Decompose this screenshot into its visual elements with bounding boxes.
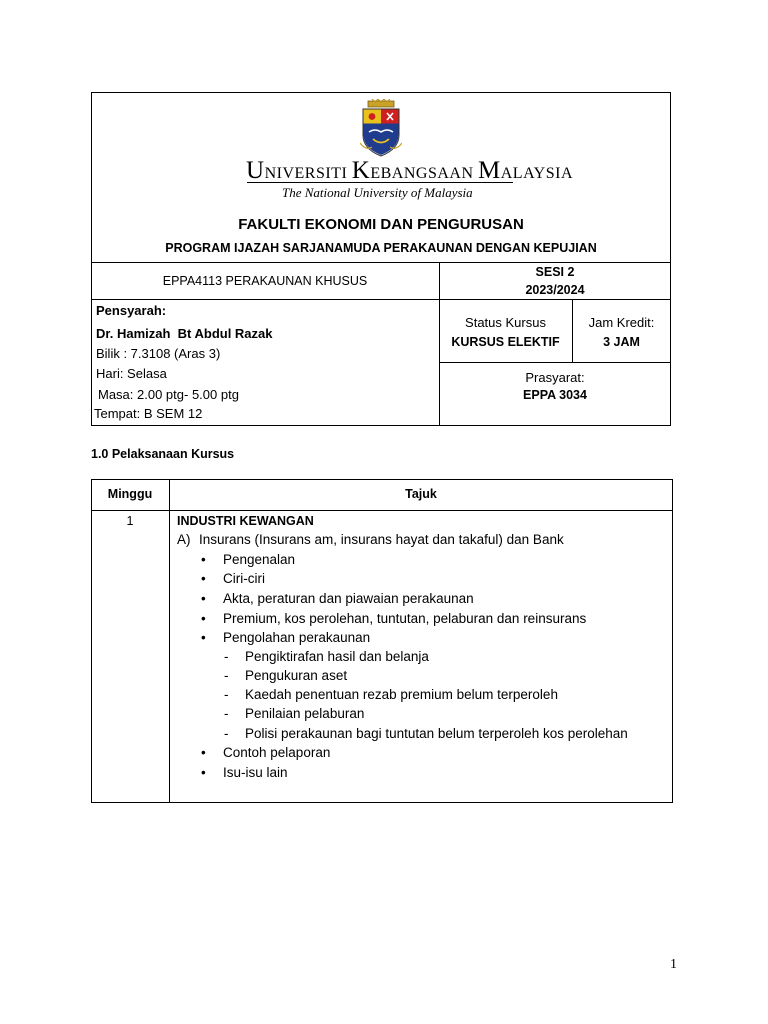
bullet-dot: • — [201, 552, 206, 567]
sub-list-item: Pengukuran aset — [245, 668, 348, 683]
list-item: Ciri-ciri — [223, 571, 265, 586]
dash-marker: - — [224, 649, 229, 664]
section-title: 1.0 Pelaksanaan Kursus — [91, 447, 235, 461]
table-row-week: 1 — [126, 514, 134, 528]
dash-marker: - — [224, 726, 229, 741]
university-subtitle: The National University of Malaysia — [282, 185, 473, 200]
column-header-topic: Tajuk — [405, 487, 437, 501]
university-name: UNIVERSITI KEBANGSAAN MALAYSIA — [246, 157, 573, 184]
lecturer-name: Dr. Hamizah Bt Abdul Razak — [96, 326, 273, 341]
subsection-title: Insurans (Insurans am, insurans hayat dan takaful) dan Bank — [199, 532, 564, 547]
session-year: 2023/2024 — [525, 283, 585, 297]
page-number: 1 — [670, 957, 677, 972]
lecturer-label: Pensyarah: — [96, 303, 167, 318]
dash-marker: - — [224, 706, 229, 721]
topic-subsection — [177, 532, 191, 547]
credit-value: 3 JAM — [603, 335, 640, 349]
prerequisite-label: Prasyarat: — [525, 370, 585, 385]
logo-underline — [247, 182, 513, 183]
topic-heading: INDUSTRI KEWANGAN — [177, 514, 314, 528]
bullet-dot: • — [201, 611, 206, 626]
sub-list-item: Polisi perakaunan bagi tuntutan belum terperoleh kos perolehan — [245, 726, 628, 741]
list-item: Isu-isu lain — [223, 765, 288, 780]
bullet-dot: • — [201, 765, 206, 780]
list-item: Pengenalan — [223, 552, 296, 567]
list-item: Pengolahan perakaunan — [223, 630, 371, 645]
prerequisite-value: EPPA 3034 — [523, 388, 587, 402]
sub-list-item: Penilaian pelaburan — [245, 706, 365, 721]
lecturer-day: Hari: Selasa — [96, 366, 167, 381]
divider — [572, 299, 573, 362]
table-header-divider — [91, 510, 673, 511]
lecturer-venue: Tempat: B SEM 12 — [94, 406, 203, 421]
divider — [91, 299, 671, 300]
table-column-divider — [169, 479, 170, 803]
bullet-dot: • — [201, 591, 206, 606]
subsection-marker: A) — [177, 532, 191, 547]
list-item: Contoh pelaporan — [223, 745, 331, 760]
faculty-title: FAKULTI EKONOMI DAN PENGURUSAN — [238, 216, 524, 233]
dash-marker: - — [224, 687, 229, 702]
lecturer-time: Masa: 2.00 ptg- 5.00 ptg — [98, 387, 239, 402]
lecturer-room: Bilik : 7.3108 (Aras 3) — [96, 346, 221, 361]
column-header-week: Minggu — [107, 487, 153, 501]
list-item: Premium, kos perolehan, tuntutan, pelaburan dan reinsurans — [223, 611, 587, 626]
program-title: PROGRAM IJAZAH SARJANAMUDA PERAKAUNAN DENGAN KEPUJIAN — [165, 241, 597, 255]
sub-list-item: Pengiktirafan hasil dan belanja — [245, 649, 429, 664]
credit-label: Jam Kredit: — [588, 315, 655, 330]
status-label: Status Kursus — [465, 315, 546, 330]
dash-marker: - — [224, 668, 229, 683]
course-code-title: EPPA4113 PERAKAUNAN KHUSUS — [162, 274, 368, 288]
bullet-dot: • — [201, 745, 206, 760]
sub-list-item: Kaedah penentuan rezab premium belum terperoleh — [245, 687, 558, 702]
bullet-dot: • — [201, 571, 206, 586]
divider — [439, 362, 671, 363]
ukm-crest-logo — [360, 99, 402, 157]
bullet-dot: • — [201, 630, 206, 645]
divider — [91, 262, 671, 263]
list-item: Akta, peraturan dan piawaian perakaunan — [223, 591, 474, 606]
session-label: SESI 2 — [535, 265, 575, 279]
status-value: KURSUS ELEKTIF — [451, 335, 560, 349]
